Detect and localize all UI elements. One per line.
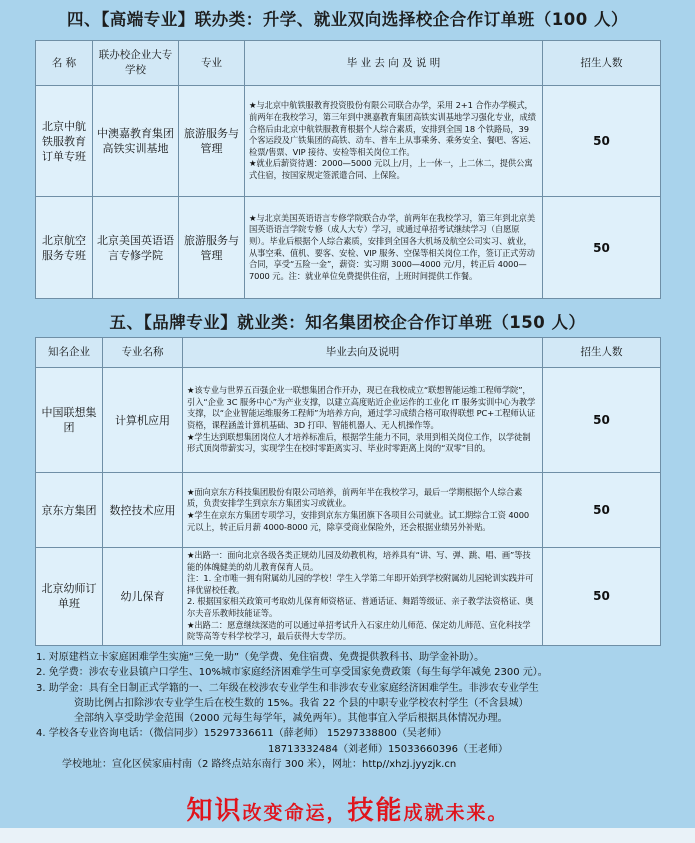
desc-paragraph: 2. 根据国家相关政策可考取幼儿保育师资格证、普通话证、舞蹈等级证、亲子教学法资格证、奥尔夫音乐教师技能证等。 <box>187 596 534 618</box>
contact-phones: 4. 学校各专业咨询电话：（微信同步）15297336611（薛老师） 15297338800（吴老师） <box>36 728 447 740</box>
row-company: 北京幼师订单班 <box>36 548 103 646</box>
table-header-row <box>36 41 661 86</box>
table-row <box>36 86 661 197</box>
row-desc <box>245 197 543 299</box>
desc-paragraph: ★就业后薪资待遇：2000—5000 元以上/月，上一休一，上二休二，提供公寓式住宿，按国家规定签派遣合同、上保险。 <box>249 158 533 180</box>
row-count: 50 <box>543 368 661 473</box>
policy-notes <box>36 650 676 772</box>
slogan-part: 改变命运， <box>242 802 348 824</box>
section5-table <box>35 337 661 646</box>
slogan-part: 技能 <box>347 796 404 826</box>
row-partner: 北京美国英语语言专修学院 <box>93 197 179 299</box>
table-row <box>36 473 661 548</box>
row-major: 计算机应用 <box>103 368 183 473</box>
table-header-row <box>36 338 661 368</box>
desc-paragraph: ★学生达到联想集团岗位人才培养标准后，根据学生能力不同，录用到相关岗位工作，以学徒制形式顶岗带薪实习，实现学生在校时零距离实习、毕业时零距离上岗的“双零”目的。 <box>187 431 531 454</box>
row-major: 数控技术应用 <box>103 473 183 548</box>
header-count: 招生人数 <box>543 338 661 368</box>
school-address: 学校地址：宣化区侯家庙村南（2 路终点站东南行 300 米），网址：http//xhzj.jyyzjk.cn <box>62 759 457 771</box>
slogan-part: 成就未来。 <box>403 802 509 824</box>
section5-title: 五、【品牌专业】就业类：知名集团校企合作订单班（150 人） <box>109 313 586 332</box>
row-major: 幼儿保育 <box>103 548 183 646</box>
slogan-part: 知识 <box>186 796 243 826</box>
slogan <box>0 778 695 828</box>
note-line: 全部纳入享受助学金范围（2000 元每生每学年，减免两年）。其他事宜入学后根据具体情况办理。 <box>74 713 508 725</box>
desc-paragraph: ★学生在京东方集团专项学习，安排到京东方集团旗下各项目公司就业。试工期综合工资 4000 元以上，转正后月薪 4000-8000 元，除享受商业保险外，还会根据业绩另外补贴。 <box>187 510 530 532</box>
desc-paragraph: ★与北京中航铁服教育投资股份有限公司联合办学，采用 2+1 合作办学模式，前两年在我校学习，第三年到中澳嘉教育集团高铁实训基地学习强化专业，成绩合格后由北京中航铁服教育根据个人综合素质，安排到全国 18 个铁路局，39 个客运段及广铁集团的高铁、动车、普车上从事乘务、乘务安全、餐吧、客运、检票/售票、VIP 接待、安检等相关岗位工作。 <box>249 100 536 157</box>
desc-paragraph: 注：1. 全市唯一拥有附属幼儿园的学校！学生入学第二年即开始到学校附属幼儿园轮训实践并可择优留校任教。 <box>187 573 534 595</box>
row-major: 旅游服务与管理 <box>179 197 245 299</box>
header-major: 专业 <box>179 41 245 86</box>
row-major: 旅游服务与管理 <box>179 86 245 197</box>
section4-title: 四、【高端专业】联办类：升学、就业双向选择校企合作订单班（100 人） <box>67 10 628 29</box>
row-count: 50 <box>543 86 661 197</box>
header-desc: 毕 业 去 向 及 说 明 <box>245 41 543 86</box>
desc-paragraph: ★与北京美国英语语言专修学院联合办学，前两年在我校学习，第三年到北京美国英语语言学院专修（成人大专）学习，或通过单招考试继续学习（自愿原则）。毕业后根据个人综合素质，安排到全国各大机场及航空公司实习、就业，从事空乘、值机、要客、安检、VIP 服务、空保等相关岗位工作，签订正式劳动合同，享受“五险一金”，薪资：实习期 3000—4000 元/月，转正后 4000—7000 元。注：就业单位免费提供住宿，上班时间提供工作餐。 <box>249 212 536 281</box>
row-company: 京东方集团 <box>36 473 103 548</box>
header-count: 招生人数 <box>543 41 661 86</box>
header-desc: 毕业去向及说明 <box>183 338 543 368</box>
row-company: 中国联想集团 <box>36 368 103 473</box>
row-count: 50 <box>543 473 661 548</box>
desc-paragraph: ★该专业与世界五百强企业一联想集团合作开办，现已在我校成立“联想智能运维工程师学院”，引入“企业 3C 服务中心”为产业支撑，以建立高度贴近企业运作的工业化 IT 服务实训中心为教学支撑，以“企业智能运维服务工程师”为培养方向，通过学习成绩合格可取得联想 PC+工程师认证资格，课程涵盖计算机基础、3D 打印、智能机器人、无人机操作等。 <box>187 385 536 430</box>
bottom-bar <box>0 828 695 843</box>
row-count: 50 <box>543 548 661 646</box>
desc-paragraph: ★出路一：面向北京各级各类正规幼儿园及幼教机构，培养具有“讲、写、弹、跳、唱、画”等技能的体魄健美的幼儿教育保育人员。 <box>187 550 531 572</box>
desc-paragraph: ★出路二：愿意继续深造的可以通过单招考试升入石家庄幼儿师范、保定幼儿师范、宣化科技学院等高等专科学校学习，最后获得大专学历。 <box>187 619 531 642</box>
header-partner: 联办校企业大专学校 <box>93 41 179 86</box>
row-count: 50 <box>543 197 661 299</box>
row-partner: 中澳嘉教育集团高铁实训基地 <box>93 86 179 197</box>
desc-paragraph: ★面向京东方科技集团股份有限公司培养，前两年半在我校学习，最后一学期根据个人综合素质，负责安排学生到京东方集团实习或就业。 <box>187 486 523 509</box>
row-name: 北京中航铁服教育订单专班 <box>36 86 93 197</box>
row-desc <box>245 86 543 197</box>
row-desc <box>183 473 543 548</box>
header-name: 名 称 <box>36 41 93 86</box>
note-line: 资助比例占扣除涉农专业学生后在校生数的 15%。我省 22 个县的中职专业学校农村学生（不含县城） <box>74 697 529 709</box>
note-line: 3. 助学金：具有全日制正式学籍的一、二年级在校涉农专业学生和非涉农专业家庭经济困难学生。非涉农专业学生 <box>36 682 539 694</box>
contact-phones: 18713332484（刘老师）15033660396（王老师） <box>268 743 508 755</box>
header-major: 专业名称 <box>103 338 183 368</box>
row-desc <box>183 368 543 473</box>
table-row <box>36 197 661 299</box>
note-line: 2. 免学费：涉农专业县镇户口学生、10%城市家庭经济困难学生可享受国家免费政策（每生每学年减免 2300 元）。 <box>36 667 548 679</box>
header-company: 知名企业 <box>36 338 103 368</box>
table-row <box>36 548 661 646</box>
row-name: 北京航空服务专班 <box>36 197 93 299</box>
row-desc <box>183 548 543 646</box>
section4-table <box>35 40 661 299</box>
table-row <box>36 368 661 473</box>
note-line: 1. 对原建档立卡家庭困难学生实施“三免一助”（免学费、免住宿费、免费提供教科书、助学金补助）。 <box>36 652 485 663</box>
